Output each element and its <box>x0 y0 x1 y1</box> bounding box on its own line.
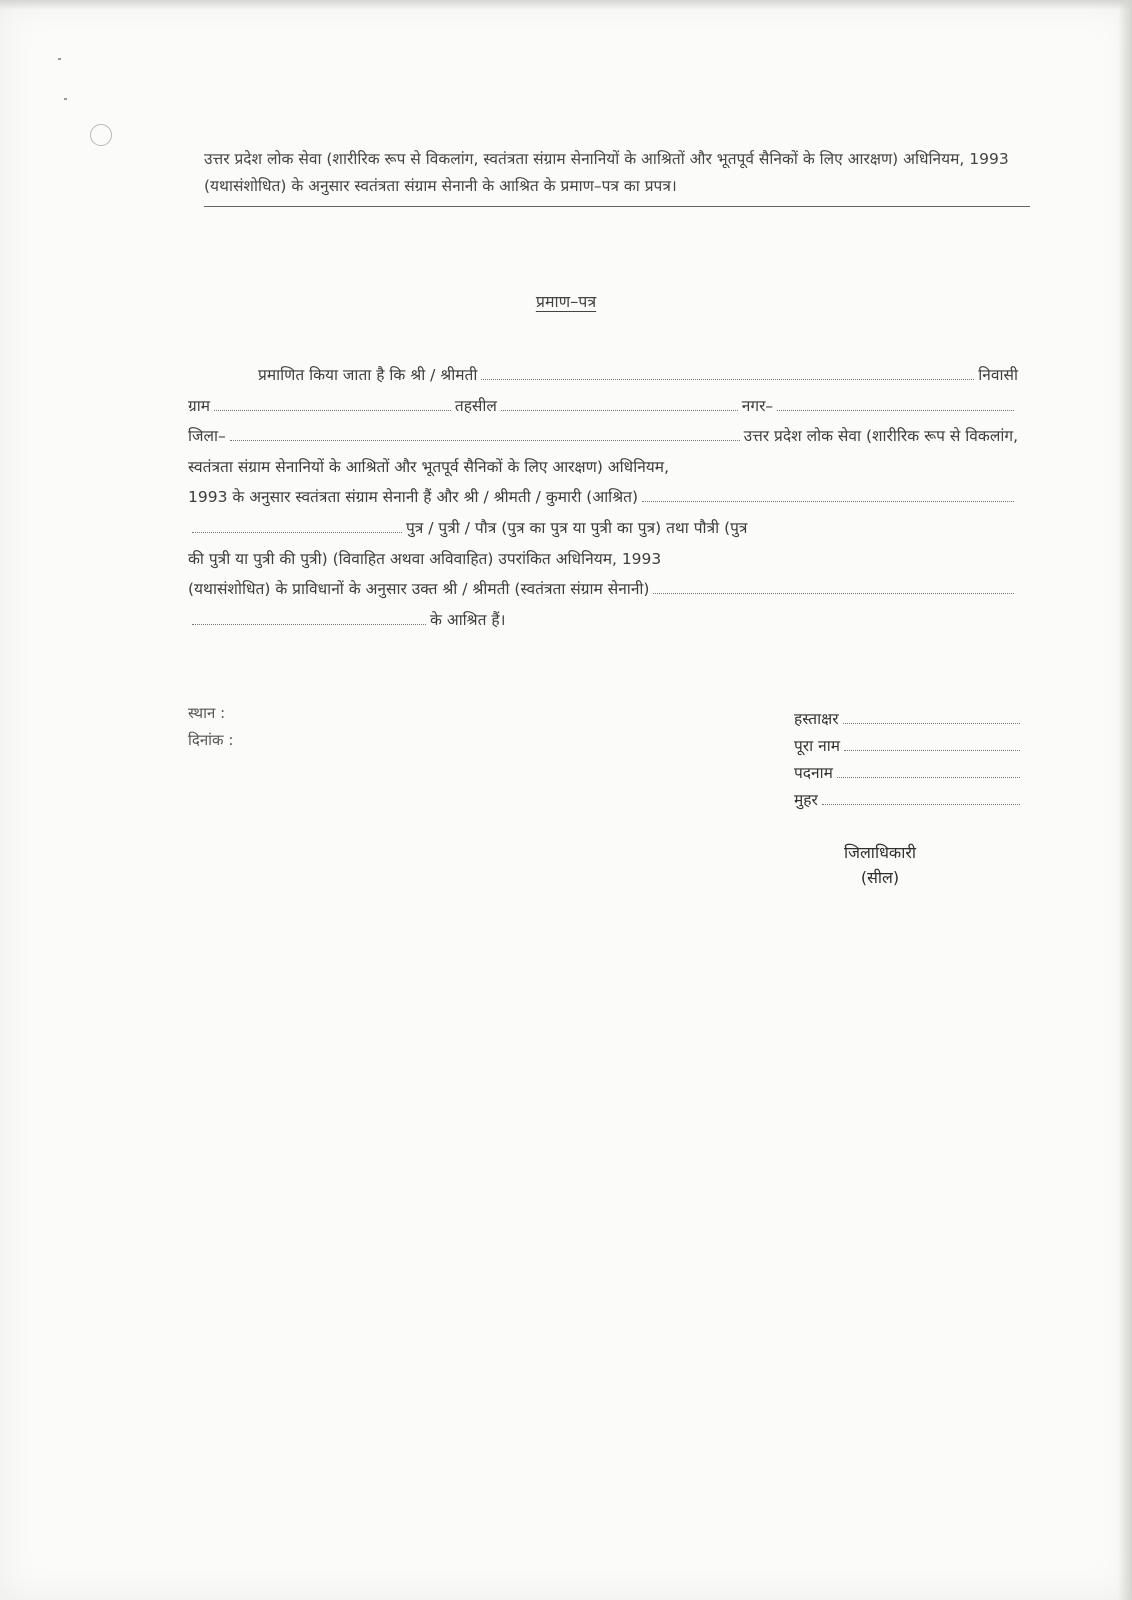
form-heading: उत्तर प्रदेश लोक सेवा (शारीरिक रूप से विकलांग, स्वतंत्रता संग्राम सेनानियों के आश्रितों और भूतपूर्व सैनिकों के लिए आरक्षण) अधिनियम, 1993 (यथासंशोधित) के अनुसार स्वतंत्रता संग्राम सेनानी के आश्रित के प्रमाण–पत्र का प्रपत्र। <box>204 146 1030 207</box>
village-blank[interactable] <box>214 399 451 411</box>
signature-label: हस्ताक्षर <box>794 710 839 728</box>
body-line-4 <box>188 452 1018 483</box>
scan-speck <box>64 98 67 100</box>
full-name-row <box>794 733 1024 760</box>
seal-row <box>794 787 1024 814</box>
city-label: नगर– <box>741 396 774 415</box>
certificate-body <box>188 360 1018 635</box>
designation-label: पदनाम <box>794 764 833 782</box>
body-line-8 <box>188 574 1018 605</box>
certify-text: प्रमाणित किया जाता है कि श्री / श्रीमती <box>258 366 478 384</box>
act-text-3: 1993 के अनुसार स्वतंत्रता संग्राम सेनानी हैं और श्री / श्रीमती / कुमारी (आश्रित) <box>188 488 639 507</box>
village-label: ग्राम <box>188 396 211 415</box>
relation-text: पुत्र / पुत्री / पौत्र (पुत्र का पुत्र या पुत्री का पुत्र) तथा पौत्री (पुत्र <box>406 518 748 537</box>
district-blank[interactable] <box>230 429 740 441</box>
district-label: जिला– <box>188 427 226 446</box>
act-text-2: स्वतंत्रता संग्राम सेनानियों के आश्रितों और भूतपूर्व सैनिकों के लिए आरक्षण) अधिनियम, <box>188 457 669 476</box>
tehsil-blank[interactable] <box>501 399 738 411</box>
body-line-5 <box>188 482 1018 513</box>
designation-row <box>794 760 1024 787</box>
full-name-label: पूरा नाम <box>794 737 840 755</box>
tehsil-label: तहसील <box>454 396 497 415</box>
designation-blank[interactable] <box>837 766 1020 778</box>
date-label: दिनांक : <box>188 731 234 749</box>
name-blank[interactable] <box>481 368 974 380</box>
freedom-fighter-text: (यथासंशोधित) के प्राविधानों के अनुसार उक्त श्री / श्रीमती (स्वतंत्रता संग्राम सेनानी) <box>188 580 650 599</box>
dependent-name-blank-cont[interactable] <box>192 521 402 533</box>
issuing-officer <box>810 840 950 890</box>
place-label: स्थान : <box>188 704 226 722</box>
scan-right-edge <box>1118 0 1132 1600</box>
dependent-name-blank[interactable] <box>642 491 1014 503</box>
resident-label: निवासी <box>978 366 1018 384</box>
seal-blank[interactable] <box>822 793 1020 805</box>
full-name-blank[interactable] <box>844 739 1020 751</box>
officer-title: जिलाधिकारी <box>843 843 917 862</box>
officer-seal: (सील) <box>860 868 900 887</box>
signature-row <box>794 706 1024 733</box>
body-line-7 <box>188 544 1018 575</box>
certificate-title-text: प्रमाण–पत्र <box>535 292 597 311</box>
body-line-1 <box>188 360 1018 391</box>
signature-blank[interactable] <box>843 712 1020 724</box>
body-line-3 <box>188 421 1018 452</box>
freedom-fighter-blank-cont[interactable] <box>192 613 426 625</box>
freedom-fighter-blank[interactable] <box>653 582 1014 594</box>
seal-label: मुहर <box>794 791 818 809</box>
certificate-title <box>0 290 1132 312</box>
body-line-2 <box>188 391 1018 422</box>
signature-block <box>794 706 1024 814</box>
city-blank[interactable] <box>777 399 1014 411</box>
relation-text-2: की पुत्री या पुत्री की पुत्री) (विवाहित अथवा अविवाहित) उपरांकित अधिनियम, 1993 <box>188 549 662 568</box>
body-line-9 <box>188 605 1018 636</box>
scan-top-edge <box>0 0 1132 10</box>
place-date-block <box>188 700 233 754</box>
act-text-1: उत्तर प्रदेश लोक सेवा (शारीरिक रूप से विकलांग, <box>743 427 1018 446</box>
punch-hole-mark <box>90 124 112 146</box>
scan-speck <box>58 58 61 60</box>
dependent-closing-text: के आश्रित हैं। <box>430 610 506 629</box>
body-line-6 <box>188 513 1018 544</box>
